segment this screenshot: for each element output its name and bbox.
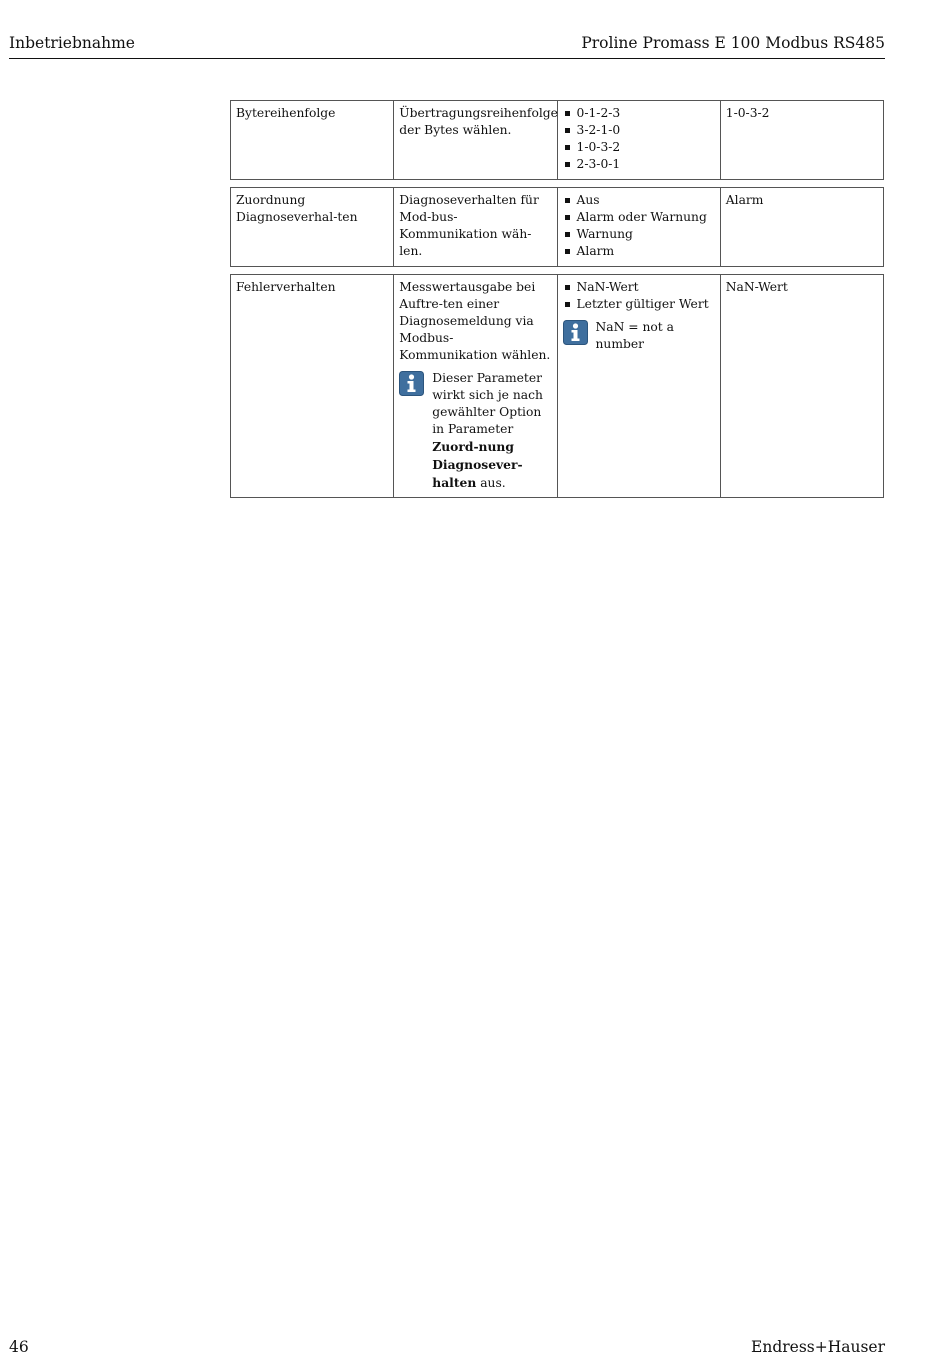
parameter-name: Fehlerverhalten xyxy=(231,275,394,498)
info-note-text xyxy=(432,370,551,492)
info-icon xyxy=(399,371,424,396)
product-title: Proline Promass E 100 Modbus RS485 xyxy=(581,34,885,52)
table-row xyxy=(231,101,884,180)
parameter-default: 1-0-3-2 xyxy=(720,101,883,180)
list-item: 3-2-1-0 xyxy=(563,122,715,139)
description-text: Messwertausgabe bei Auftre-ten einer Diagnosemeldung via Modbus-Kommunikation wählen. xyxy=(399,280,551,362)
parameter-description: Diagnoseverhalten für Mod-bus-Kommunikation wäh-len. xyxy=(394,188,557,267)
parameter-description: Übertragungsreihenfolge der Bytes wählen. xyxy=(394,101,557,180)
info-note xyxy=(399,370,551,492)
info-icon xyxy=(563,320,588,345)
parameter-options xyxy=(557,188,720,267)
parameter-options xyxy=(557,275,720,498)
page-number: 46 xyxy=(9,1338,29,1356)
list-item: 1-0-3-2 xyxy=(563,139,715,156)
parameter-table-fehlerverhalten xyxy=(230,274,884,498)
parameter-table-bytereihenfolge xyxy=(230,100,884,180)
parameter-description xyxy=(394,275,557,498)
note-text-end: aus. xyxy=(480,476,506,490)
list-item: 0-1-2-3 xyxy=(563,105,715,122)
note-parameter-reference: Zuord-nung Diagnosever-halten xyxy=(432,439,523,490)
list-item: Letzter gültiger Wert xyxy=(563,296,715,313)
parameter-default: Alarm xyxy=(720,188,883,267)
info-note xyxy=(563,319,715,353)
info-note-text: NaN = not a number xyxy=(595,320,674,351)
parameter-options xyxy=(557,101,720,180)
parameter-table-zuordnung xyxy=(230,187,884,267)
table-row xyxy=(231,275,884,498)
list-item: Warnung xyxy=(563,226,715,243)
list-item: NaN-Wert xyxy=(563,279,715,296)
note-text: Dieser Parameter wirkt sich je nach gewählter Option in Parameter xyxy=(432,371,543,436)
section-title: Inbetriebnahme xyxy=(9,34,135,52)
brand-name: Endress+Hauser xyxy=(751,1338,885,1356)
table-row xyxy=(231,188,884,267)
list-item: Aus xyxy=(563,192,715,209)
page-header xyxy=(9,32,885,59)
parameter-name: Bytereihenfolge xyxy=(231,101,394,180)
parameter-default: NaN-Wert xyxy=(720,275,883,498)
list-item: 2-3-0-1 xyxy=(563,156,715,173)
list-item: Alarm xyxy=(563,243,715,260)
list-item: Alarm oder Warnung xyxy=(563,209,715,226)
parameter-name: Zuordnung Diagnoseverhal-ten xyxy=(231,188,394,267)
